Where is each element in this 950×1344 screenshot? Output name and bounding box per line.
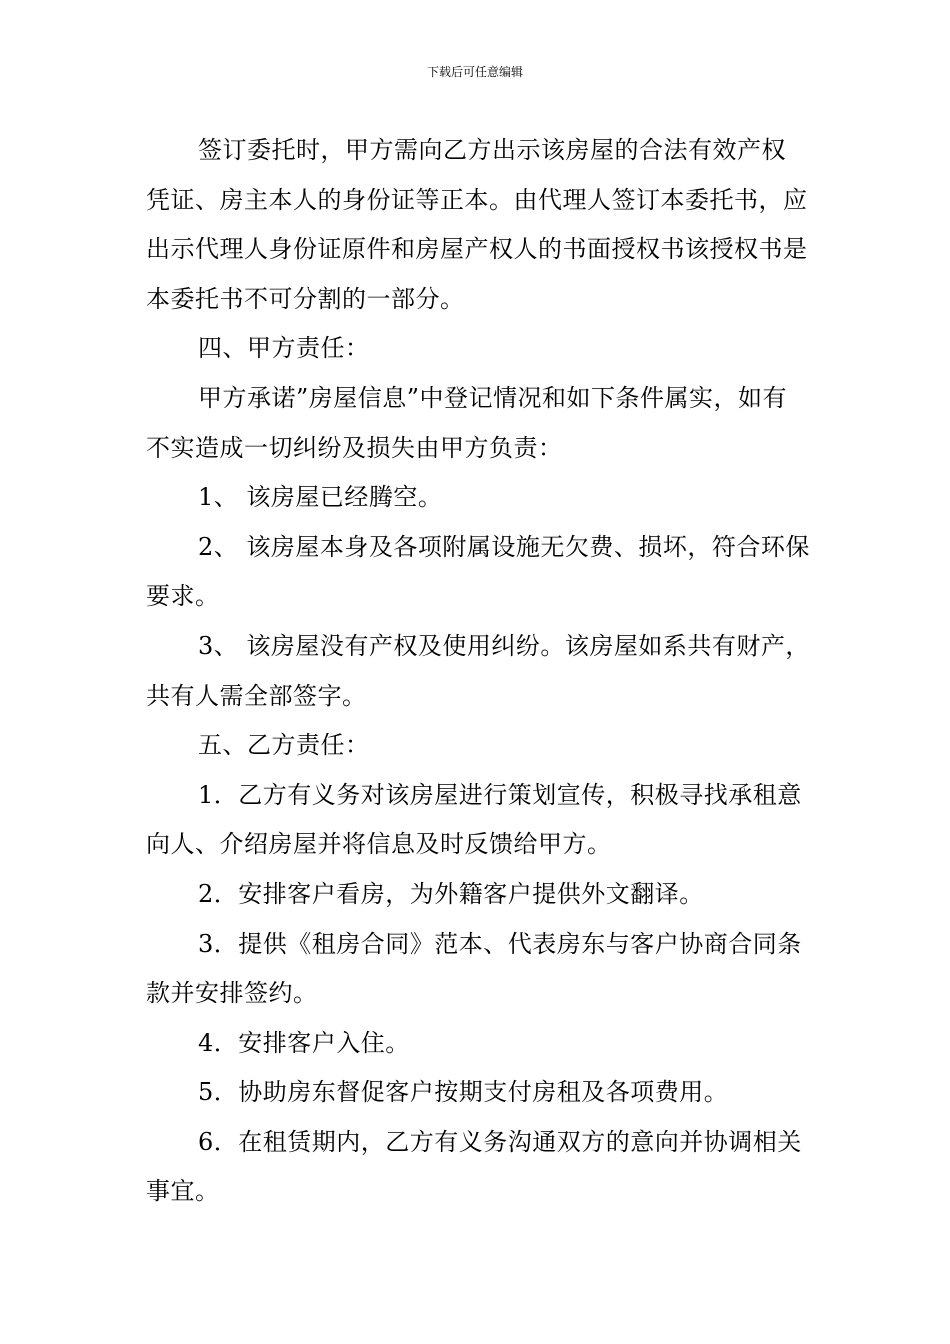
list-item-b6: 6．在租赁期内，乙方有义务沟通双方的意向并协调相关事宜。 [146, 1127, 802, 1206]
list-item-a3: 3、 该房屋没有产权及使用纠纷。该房屋如系共有财产，共有人需全部签字。 [146, 631, 810, 710]
paragraph-entrust-docs: 签订委托时，甲方需向乙方出示该房屋的合法有效产权凭证、房主本人的身份证等正本。由代理人签订本委托书，应出示代理人身份证原件和房屋产权人的书面授权书该授权书是本委托书不可分割的一部分。 [146, 136, 808, 313]
page-header: 下载后可任意编辑 [426, 65, 523, 79]
list-item-b4: 4．安排客户入住。 [198, 1028, 410, 1057]
list-item-a1: 1、 该房屋已经腾空。 [198, 483, 443, 512]
list-item-a2: 2、 该房屋本身及各项附属设施无欠费、损坏，符合环保要求。 [146, 532, 810, 611]
list-item-b5: 5．协助房东督促客户按期支付房租及各项费用。 [198, 1078, 729, 1107]
paragraph-party-a-promise: 甲方承诺”房屋信息”中登记情况和如下条件属实，如有不实造成一切纠纷及损失由甲方负责： [146, 383, 788, 462]
document-body [146, 126, 810, 1217]
list-item-b3: 3．提供《租房合同》范本、代表房东与客户协商合同条款并安排签约。 [146, 929, 802, 1008]
list-item-b1: 1．乙方有义务对该房屋进行策划宣传，积极寻找承租意向人、介绍房屋并将信息及时反馈给甲方。 [146, 780, 802, 859]
list-item-b2: 2．安排客户看房，为外籍客户提供外文翻译。 [198, 879, 704, 908]
section-heading-party-a: 四、甲方责任： [198, 334, 370, 363]
section-heading-party-b: 五、乙方责任： [198, 731, 370, 760]
